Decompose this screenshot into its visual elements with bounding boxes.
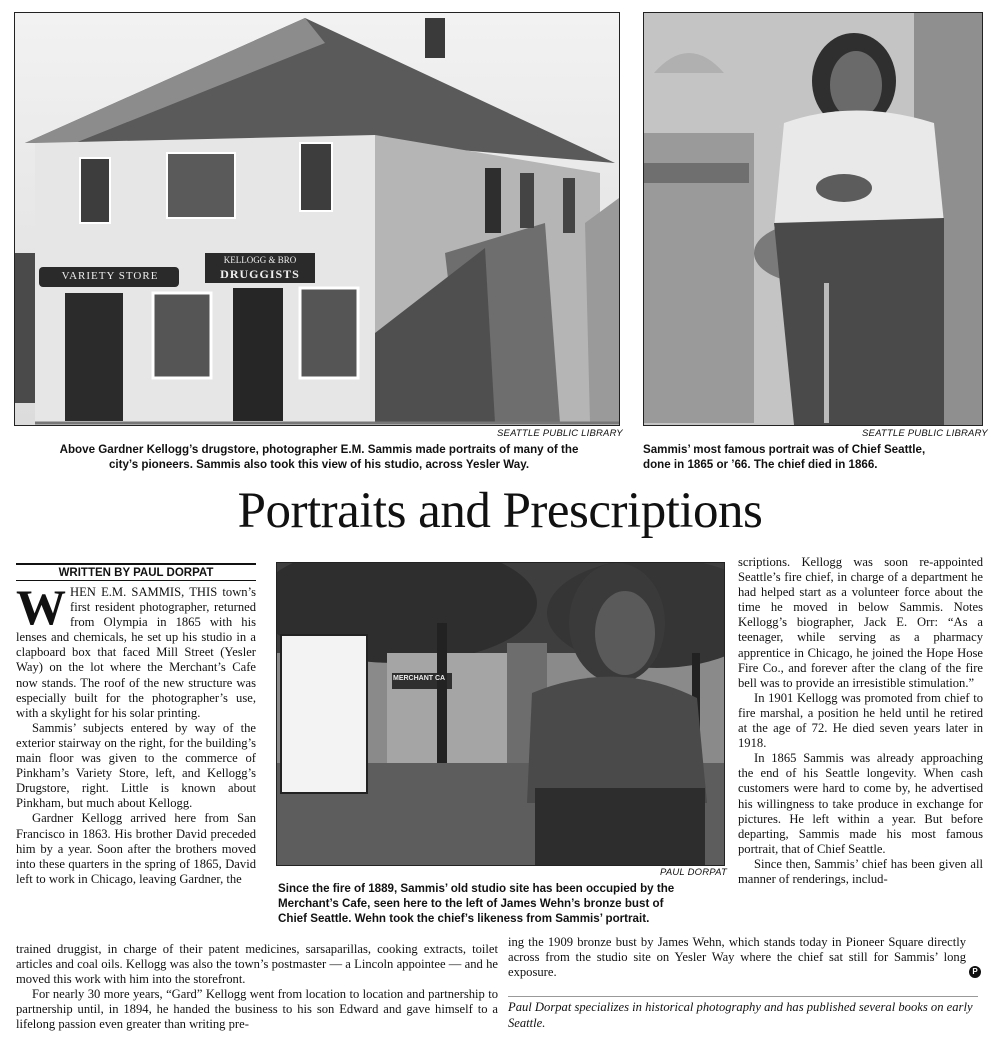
variety-store-sign: VARIETY STORE — [61, 270, 159, 282]
photo-credit-chief: SEATTLE PUBLIC LIBRARY — [862, 428, 988, 439]
article-column-3 — [738, 555, 983, 887]
photo-chief-seattle — [643, 12, 983, 426]
article-paragraph-1-text: HEN E.M. SAMMIS, THIS town’s first resident photographer, returned from Olympia in 1865 with his lenses and chemicals, he set up his studio in a clapboard box that faced Mill Street (Yesler Way) on the lot where the Merchant’s Cafe now stands. The roof of the new structure was especially built for the photographer’s use, with a skylight for his solar printing. — [16, 585, 256, 720]
article-paragraph-7: In 1865 Sammis was already approaching the end of his Seattle longevity. When cash customers were hard to come by, he advertised his willingness to take produce in exchange for pictures. He left within a year. But before departing, Sammis made his most famous portrait, that of Chief Seattle. — [738, 751, 983, 856]
caption-bust-line1: Since the fire of 1889, Sammis’ old studio site has been occupied by the — [278, 882, 675, 895]
article-column-1 — [16, 579, 256, 887]
end-of-story-mark: P — [969, 966, 981, 978]
drugstore-illustration — [15, 13, 619, 425]
photo-kellogg-drugstore — [14, 12, 620, 426]
article-paragraph-2: Sammis’ subjects entered by way of the exterior stairway on the right, for the building’s main floor was given to the commerce of Pinkham’s Variety Store, left, and Kellogg’s Drugstore, right. Little is known about Pinkham, but much about Kellogg. — [16, 720, 256, 811]
caption-chief — [643, 442, 983, 472]
article-paragraph-8-continued: ing the 1909 bronze bust by James Wehn, which stands today in Pioneer Square directly across from the studio site on Yesler Way where the chief sat still for Sammis’ long exposure. — [508, 935, 966, 980]
article-paragraph-1 — [16, 579, 256, 721]
article-paragraph-3-continued: trained druggist, in charge of their patent medicines, sarsaparillas, cooking extracts, toilet articles and coal oils. Kellogg was also the town’s postmaster — a Lincoln appointee — and he moved this work with him into the storefront. — [16, 942, 498, 987]
drop-cap: W — [16, 579, 66, 635]
caption-chief-line2: done in 1865 or ’66. The chief died in 1866. — [643, 458, 878, 471]
caption-store-line1: Above Gardner Kellogg’s drugstore, photographer E.M. Sammis made portraits of many of the — [59, 443, 579, 456]
kellogg-sign: KELLOGG & BRO — [223, 255, 297, 265]
photo-credit-store: SEATTLE PUBLIC LIBRARY — [497, 428, 623, 439]
merchants-cafe-sign: MERCHANT CA — [393, 675, 446, 682]
article-paragraph-6: In 1901 Kellogg was promoted from chief to fire marshal, a position he held until he retired at the age of 72. He died seven years later in 1918. — [738, 690, 983, 751]
author-bio: Paul Dorpat specializes in historical photography and has published several books on early Seattle. — [508, 996, 978, 1031]
article-paragraph-3: Gardner Kellogg arrived here from San Francisco in 1863. His brother David preceded him by a year. Soon after the brothers moved into these quarters in the spring of 1865, David left to work in Chicago, leaving Gardner, the — [16, 811, 256, 886]
photo-credit-bust: PAUL DORPAT — [660, 867, 727, 878]
caption-bust-line2: Merchant’s Cafe, seen here to the left of James Wehn’s bronze bust of — [278, 897, 664, 910]
article-wide-block-2 — [508, 935, 966, 980]
caption-store — [18, 442, 620, 472]
caption-bust-line3: Chief Seattle. Wehn took the chief’s likeness from Sammis’ portrait. — [278, 912, 650, 925]
article-paragraph-8: Since then, Sammis’ chief has been given all manner of renderings, includ- — [738, 856, 983, 886]
article-paragraph-4: For nearly 30 more years, “Gard” Kellogg went from location to location and partnership to partnership until, in 1894, he handed the business to his son Edward and gave himself to a lifelong passion even greater than writing pre- — [16, 987, 498, 1032]
bust-illustration — [277, 563, 724, 865]
byline: WRITTEN BY PAUL DORPAT — [16, 563, 256, 581]
article-wide-block-1 — [16, 942, 498, 1033]
chief-portrait-illustration — [644, 13, 982, 425]
article-paragraph-5: scriptions. Kellogg was soon re-appointed Seattle’s fire chief, in charge of a department he had helped start as a volunteer force about the time he moved in below Sammis. Notes Kellogg’s biographer, Jack E. Orr: “As a teenager, while serving as a pharmacy apprentice in Chicago, he joined the Hope Hose Fire Co., and forever after the clang of the fire bell was to provide an irresistible stimulation.” — [738, 555, 983, 690]
caption-store-line2: city’s pioneers. Sammis also took this view of his studio, across Yesler Way. — [108, 458, 530, 471]
caption-chief-line1: Sammis’ most famous portrait was of Chief Seattle, — [643, 443, 926, 456]
photo-bronze-bust — [276, 562, 725, 866]
headline: Portraits and Prescriptions — [237, 483, 763, 539]
druggists-sign: DRUGGISTS — [220, 267, 300, 281]
caption-bust — [278, 881, 724, 926]
